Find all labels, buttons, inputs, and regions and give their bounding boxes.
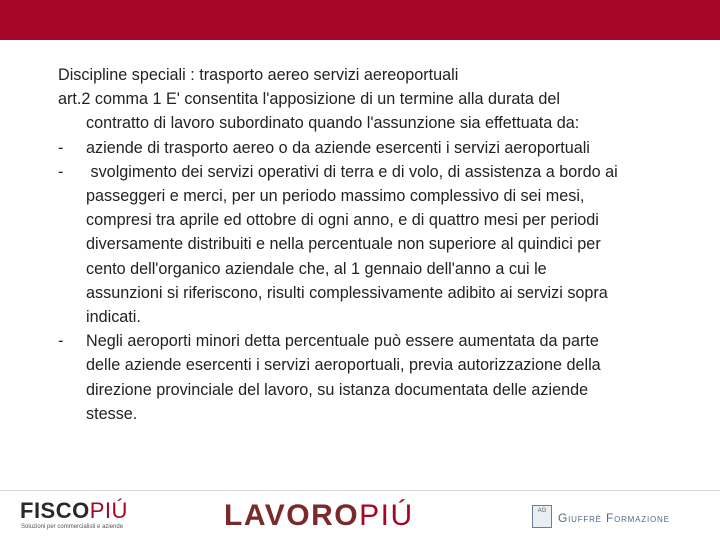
bullet-item-airlines xyxy=(58,136,708,160)
giuffre-emblem-text: AG xyxy=(537,508,547,514)
bullet-line: passeggeri e merci, per un periodo massimo complessivo di sei mesi, xyxy=(86,187,585,206)
bullet-line: aziende di trasporto aereo o da aziende esercenti i servizi aeroportuali xyxy=(86,138,590,157)
bullet-dash: - xyxy=(58,138,64,157)
giuffre-logo xyxy=(532,505,712,531)
lavoropiu-main: LAVORO xyxy=(224,499,360,532)
article-first-line: art.2 comma 1 E' consentita l'apposizione di un termine alla durata del xyxy=(58,90,560,109)
bullet-line: stesse. xyxy=(86,404,138,423)
footer-divider xyxy=(0,490,720,491)
header-bar xyxy=(0,0,720,40)
fiscopiu-main: FISCO xyxy=(20,498,90,523)
bullet-line: assunzioni si riferiscono, risulti complessivamente adibito ai servizi sopra xyxy=(86,283,608,302)
bullet-line: svolgimento dei servizi operativi di terra e di volo, di assistenza a bordo ai xyxy=(86,162,618,181)
giuffre-emblem-icon xyxy=(532,505,552,528)
lavoropiu-accent: PIÚ xyxy=(359,499,414,532)
bullet-line: cento dell'organico aziendale che, al 1 gennaio dell'anno a cui le xyxy=(86,259,547,278)
fiscopiu-accent: PIÚ xyxy=(89,498,128,523)
bullet-line: diversamente distribuiti e nella percentuale non superiore al quindici per xyxy=(86,235,601,254)
bullet-line: indicati. xyxy=(86,308,141,327)
slide-heading: Discipline speciali : trasporto aereo servizi aereoportuali xyxy=(58,66,459,84)
bullet-dash: - xyxy=(58,332,64,351)
bullet-item-minor-airports xyxy=(58,329,708,426)
bullet-line: delle aziende esercenti i servizi aeroportuali, previa autorizzazione della xyxy=(86,356,601,375)
bullet-line: Negli aeroporti minori detta percentuale può essere aumentata da parte xyxy=(86,332,599,351)
bullet-line: compresi tra aprile ed ottobre di ogni anno, e di quattro mesi per periodi xyxy=(86,211,599,230)
bullet-dash: - xyxy=(58,162,64,181)
slide-body xyxy=(58,63,708,426)
giuffre-name: Giuffrè Formazione xyxy=(558,511,670,525)
lavoropiu-logo xyxy=(224,496,414,536)
fiscopiu-tagline: Soluzioni per commercialisti e aziende xyxy=(21,524,124,530)
bullet-item-operations xyxy=(58,160,708,329)
article-continuation: contratto di lavoro subordinato quando l'assunzione sia effettuata da: xyxy=(86,114,580,133)
fiscopiu-wordmark xyxy=(20,498,128,524)
bullet-line: direzione provinciale del lavoro, su istanza documentata delle aziende xyxy=(86,380,589,399)
fiscopiu-logo xyxy=(20,498,150,534)
